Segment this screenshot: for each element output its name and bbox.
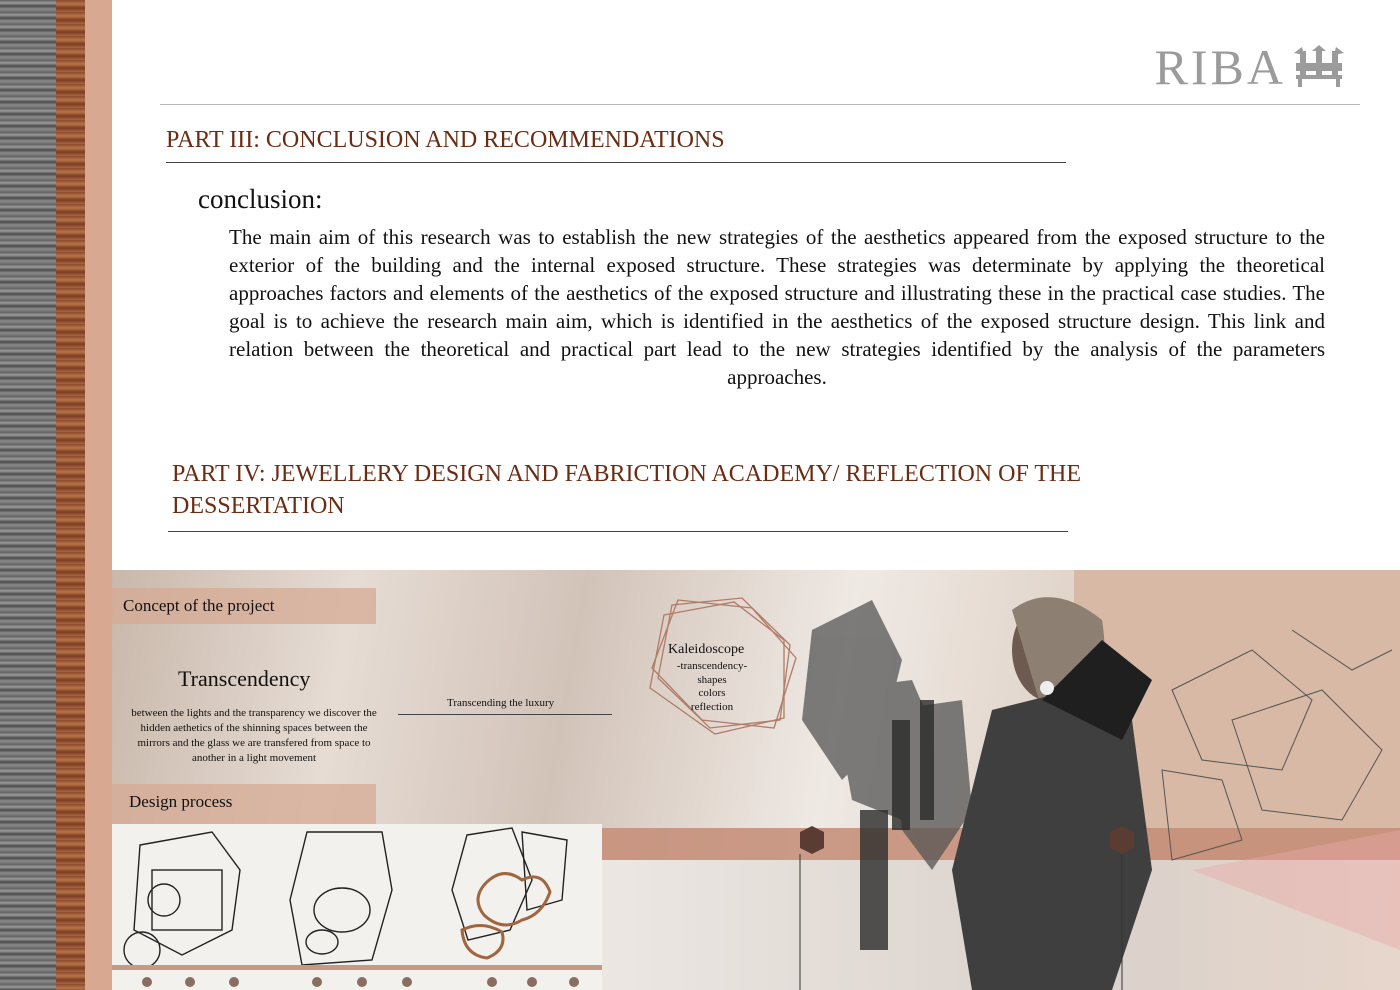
transcendency-description: between the lights and the transparency we discover the hidden aethetics of the shinning spaces between the mirrors and the glass we are transfered from space to another in a light movement <box>131 707 377 764</box>
wire-crystal-drawing <box>1162 630 1392 860</box>
left-copper-strip <box>56 0 85 990</box>
conclusion-paragraph: The main aim of this research was to establish the new strategies of the aesthetics appeared from the exposed structure to the exterior of the building and the internal exposed structure. These strategies was determinate by applying the theoretical approaches factors and elements of the aesthetics of the exposed structure and illustrating these in the practical case studies. The goal is to achieve the research main aim, which is identified in the aesthetics of the exposed structure design. This link and relation between the theoretical and practical part lead to the new strategies identified by the analysis of the parameters approaches. <box>229 225 1325 389</box>
riba-logo-text: RIBA <box>1154 39 1286 95</box>
riba-logo <box>1154 39 1346 95</box>
collage-artwork <box>112 570 1400 990</box>
part3-underline <box>166 162 1066 163</box>
timeline-dots <box>142 977 579 987</box>
left-texture-strip <box>0 0 56 990</box>
riba-lions-crest-icon <box>1292 45 1346 89</box>
luxury-caption: Transcending the luxury <box>447 697 555 709</box>
part4-underline <box>168 531 1068 532</box>
part4-heading: PART IV: JEWELLERY DESIGN AND FABRICTION ACADEMY/ REFLECTION OF THE DESSERTATION <box>172 461 1082 519</box>
conclusion-label: conclusion: <box>198 184 323 214</box>
concept-label: Concept of the project <box>123 596 275 615</box>
transcendency-title: Transcendency <box>178 666 311 691</box>
kaleidoscope-item: reflection <box>690 700 734 713</box>
luxury-caption-line <box>398 714 612 715</box>
design-process-label: Design process <box>129 792 233 811</box>
kaleidoscope-item: colors <box>698 687 726 699</box>
kaleidoscope-item: shapes <box>697 673 727 686</box>
kaleidoscope-list <box>672 660 752 714</box>
left-rose-strip <box>85 0 112 990</box>
header-divider <box>160 104 1360 105</box>
part3-heading: PART III: CONCLUSION AND RECOMMENDATIONS <box>166 127 725 153</box>
kaleidoscope-title: Kaleidoscope <box>668 642 745 657</box>
project-collage <box>112 570 1400 990</box>
copper-sketch-outline <box>462 874 550 958</box>
kaleidoscope-item: -transcendency- <box>676 660 748 672</box>
